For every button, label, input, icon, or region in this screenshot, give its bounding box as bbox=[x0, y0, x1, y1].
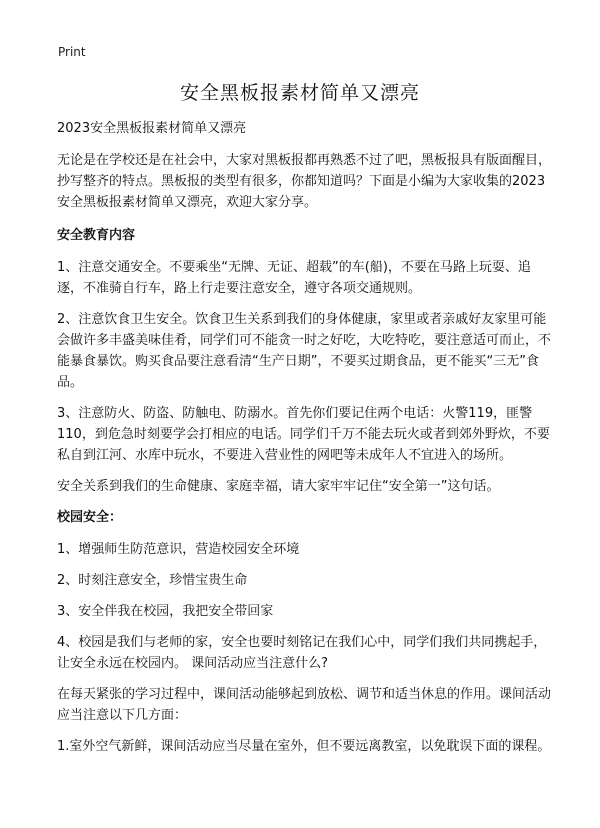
list-item: 2、注意饮食卫生安全。饮食卫生关系到我们的身体健康，家里或者亲戚好友家里可能会做许多丰盛美味佳肴，同学们可不能贪一时之好吃，大吃特吃，要注意适可而止，不能暴食暴饮。购买食品要注意看清“生产日期”，不要买过期食品，更不能买“三无”食品。 bbox=[57, 312, 552, 390]
list-item: 2、时刻注意安全，珍惜宝贵生命 bbox=[57, 573, 248, 588]
list-item: 3、安全伴我在校园，我把安全带回家 bbox=[57, 604, 274, 619]
list-item: 3、注意防火、防盗、防触电、防溺水。首先你们要记住两个电话：火警119，匪警110，到危急时刻要学会打相应的电话。同学们千万不能去玩火或者到郊外野炊，不要私自到江河、水库中玩水，不要进入营业性的网吧等未成年人不宜进入的场所。 bbox=[57, 406, 550, 463]
document-body bbox=[57, 118, 553, 767]
list-item: 4、校园是我们与老师的家，安全也要时刻铭记在我们心中，同学们我们共同携起手，让安全永远在校园内。 课间活动应当注意什么? bbox=[57, 635, 547, 671]
document-subtitle: 2023安全黑板报素材简单又漂亮 bbox=[57, 121, 247, 136]
section-heading-campus-safety: 校园安全： bbox=[57, 510, 123, 525]
recess-paragraph: 在每天紧张的学习过程中，课间活动能够起到放松、调节和适当休息的作用。课间活动应当注意以下几方面： bbox=[57, 687, 552, 723]
page-title: 安全黑板报素材简单又漂亮 bbox=[179, 82, 420, 104]
section-closing-paragraph: 安全关系到我们的生命健康、家庭幸福，请大家牢牢记住“安全第一”这句话。 bbox=[57, 479, 500, 494]
list-item: 1、增强师生防范意识，营造校园安全环境 bbox=[57, 542, 300, 557]
list-item: 1.室外空气新鲜，课间活动应当尽量在室外，但不要远离教室，以免耽误下面的课程。 bbox=[57, 739, 551, 754]
intro-paragraph: 无论是在学校还是在社会中，大家对黑板报都再熟悉不过了吧，黑板报具有版面醒目，抄写整齐的特点。黑板报的类型有很多，你都知道吗？下面是小编为大家收集的2023安全黑板报素材简单又漂亮，欢迎大家分享。 bbox=[57, 153, 552, 210]
section-heading-safety-education: 安全教育内容 bbox=[57, 228, 136, 243]
print-label: Print bbox=[58, 45, 86, 59]
list-item: 1、注意交通安全。不要乘坐“无牌、无证、超载”的车(船)，不要在马路上玩耍、追逐，不准骑自行车，路上行走要注意安全，遵守各项交通规则。 bbox=[57, 260, 531, 296]
